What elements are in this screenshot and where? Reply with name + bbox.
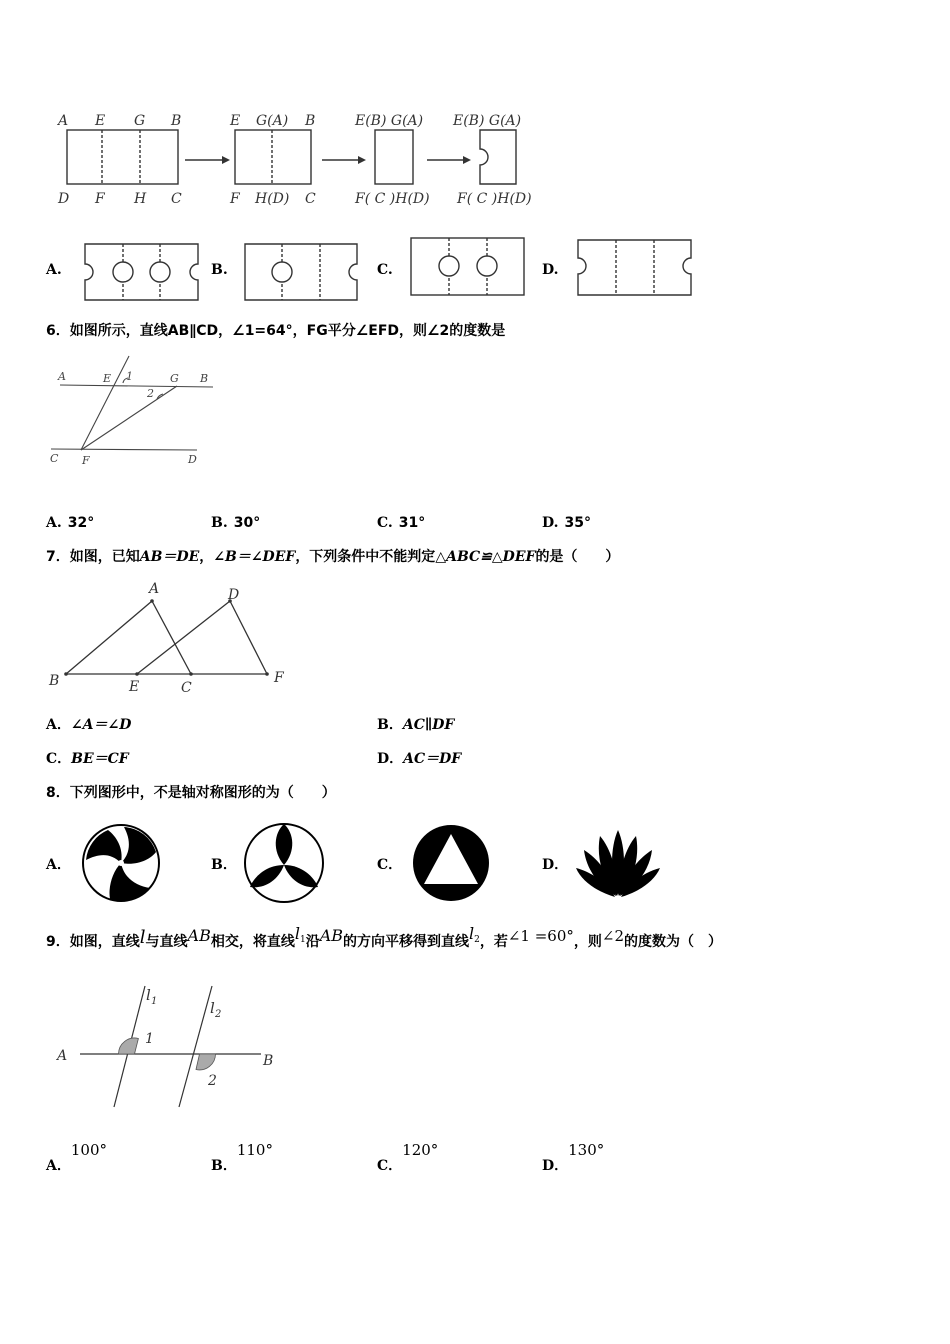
q6-figure (45, 350, 225, 475)
q5-label: B (305, 113, 316, 129)
q6-label-c: C (50, 452, 59, 465)
q5-label: D (58, 191, 70, 207)
q7-option-c[interactable]: C．BE＝CF (46, 751, 129, 767)
q9-option-b[interactable]: B．110° (211, 1141, 273, 1174)
q5-folding-figure (50, 105, 550, 215)
q9-label-l1-sub: 1 (151, 996, 158, 1007)
q7-label-c: C (181, 680, 192, 696)
q5-label: A (58, 113, 69, 129)
q5-option-c-label[interactable]: C. (377, 262, 393, 278)
q5-option-b-label[interactable]: B. (211, 262, 228, 278)
q5-label: E (230, 113, 241, 129)
q5-label: F( C )H(D) (457, 191, 532, 207)
q8-option-c-label[interactable]: C． (377, 857, 403, 873)
q5-label: C (305, 191, 316, 207)
q5-option-d-figure[interactable] (570, 236, 695, 301)
q6-option-a[interactable]: A. 32° (46, 515, 95, 531)
q8-option-b-label[interactable]: B． (211, 857, 237, 873)
q6-option-b[interactable]: B. 30° (211, 515, 261, 531)
q9-figure (45, 980, 285, 1115)
q8-option-a-figure[interactable] (80, 822, 162, 904)
q6-label-2: 2 (147, 387, 154, 400)
q5-option-b-figure[interactable] (240, 240, 365, 305)
q5-label: E (95, 113, 106, 129)
q7-label-f: F (274, 670, 284, 686)
q9-label-a: A (57, 1048, 68, 1064)
q6-option-c[interactable]: C. 31° (377, 515, 426, 531)
q6-option-d[interactable]: D. 35° (542, 515, 591, 531)
q6-label-e: E (103, 372, 112, 385)
q9-label-2: 2 (208, 1073, 217, 1089)
q5-option-a-figure[interactable] (72, 240, 202, 305)
q6-label-g: G (170, 372, 179, 385)
q7-option-b[interactable]: B．AC∥DF (377, 717, 455, 733)
q5-label: H (134, 191, 147, 207)
q5-label: E(B) G(A) (453, 113, 522, 129)
q9-label-l2: l (210, 999, 215, 1017)
q8-option-d-label[interactable]: D． (542, 857, 569, 873)
q6-label-a: A (58, 370, 66, 383)
q9-label-1: 1 (145, 1031, 154, 1047)
q5-option-c-figure[interactable] (405, 234, 530, 299)
q7-label-d: D (228, 587, 240, 603)
q9-option-d[interactable]: D．130° (542, 1141, 605, 1174)
q6-label-f: F (82, 454, 90, 467)
q7-figure (45, 578, 295, 698)
q7-label-e: E (129, 679, 140, 695)
q5-label: H(D) (255, 191, 290, 207)
q8-option-d-figure[interactable] (572, 828, 664, 900)
q8-option-c-figure[interactable] (410, 822, 492, 904)
q8-option-a-label[interactable]: A． (46, 857, 71, 873)
q9-label-b: B (263, 1053, 274, 1069)
q7-question-text: 7．如图，已知AB＝DE，∠B＝∠DEF，下列条件中不能判定△ABC≌△DEF的是（ ） (46, 549, 620, 565)
q7-label-a: A (149, 581, 160, 597)
q6-label-d: D (188, 453, 197, 466)
q9-label-l2-sub: 2 (215, 1009, 222, 1020)
q7-label-b: B (49, 673, 60, 689)
q9-label-l1: l (146, 986, 151, 1004)
q5-label: F( C )H(D) (355, 191, 430, 207)
q6-question-text: 6．如图所示，直线AB∥CD，∠1=64°，FG平分∠EFD，则∠2的度数是 (46, 323, 506, 339)
q5-label: C (171, 191, 182, 207)
q5-label: F (230, 191, 240, 207)
q8-question-text: 8．下列图形中，不是轴对称图形的为（ ） (46, 785, 336, 801)
q9-option-a[interactable]: A．100° (46, 1141, 108, 1174)
q5-label: F (95, 191, 105, 207)
q8-option-b-figure[interactable] (242, 821, 326, 905)
q5-label: B (171, 113, 182, 129)
q6-label-1: 1 (126, 370, 133, 383)
q5-option-d-label[interactable]: D. (542, 262, 559, 278)
q5-label: G (134, 113, 146, 129)
q6-label-b: B (200, 372, 209, 385)
q7-option-d[interactable]: D．AC＝DF (377, 751, 462, 767)
q5-label: E(B) G(A) (355, 113, 424, 129)
q5-option-a-label[interactable]: A. (46, 262, 62, 278)
q7-option-a[interactable]: A．∠A＝∠D (46, 717, 132, 733)
q9-option-c[interactable]: C．120° (377, 1141, 439, 1174)
q5-label: G(A) (256, 113, 289, 129)
q9-question-text: 9．如图，直线l与直线AB相交，将直线$l^1$沿AB的方向平移得到直线$l^2$，若∠1 =60°，则∠2的度数为（ ） (46, 924, 723, 950)
